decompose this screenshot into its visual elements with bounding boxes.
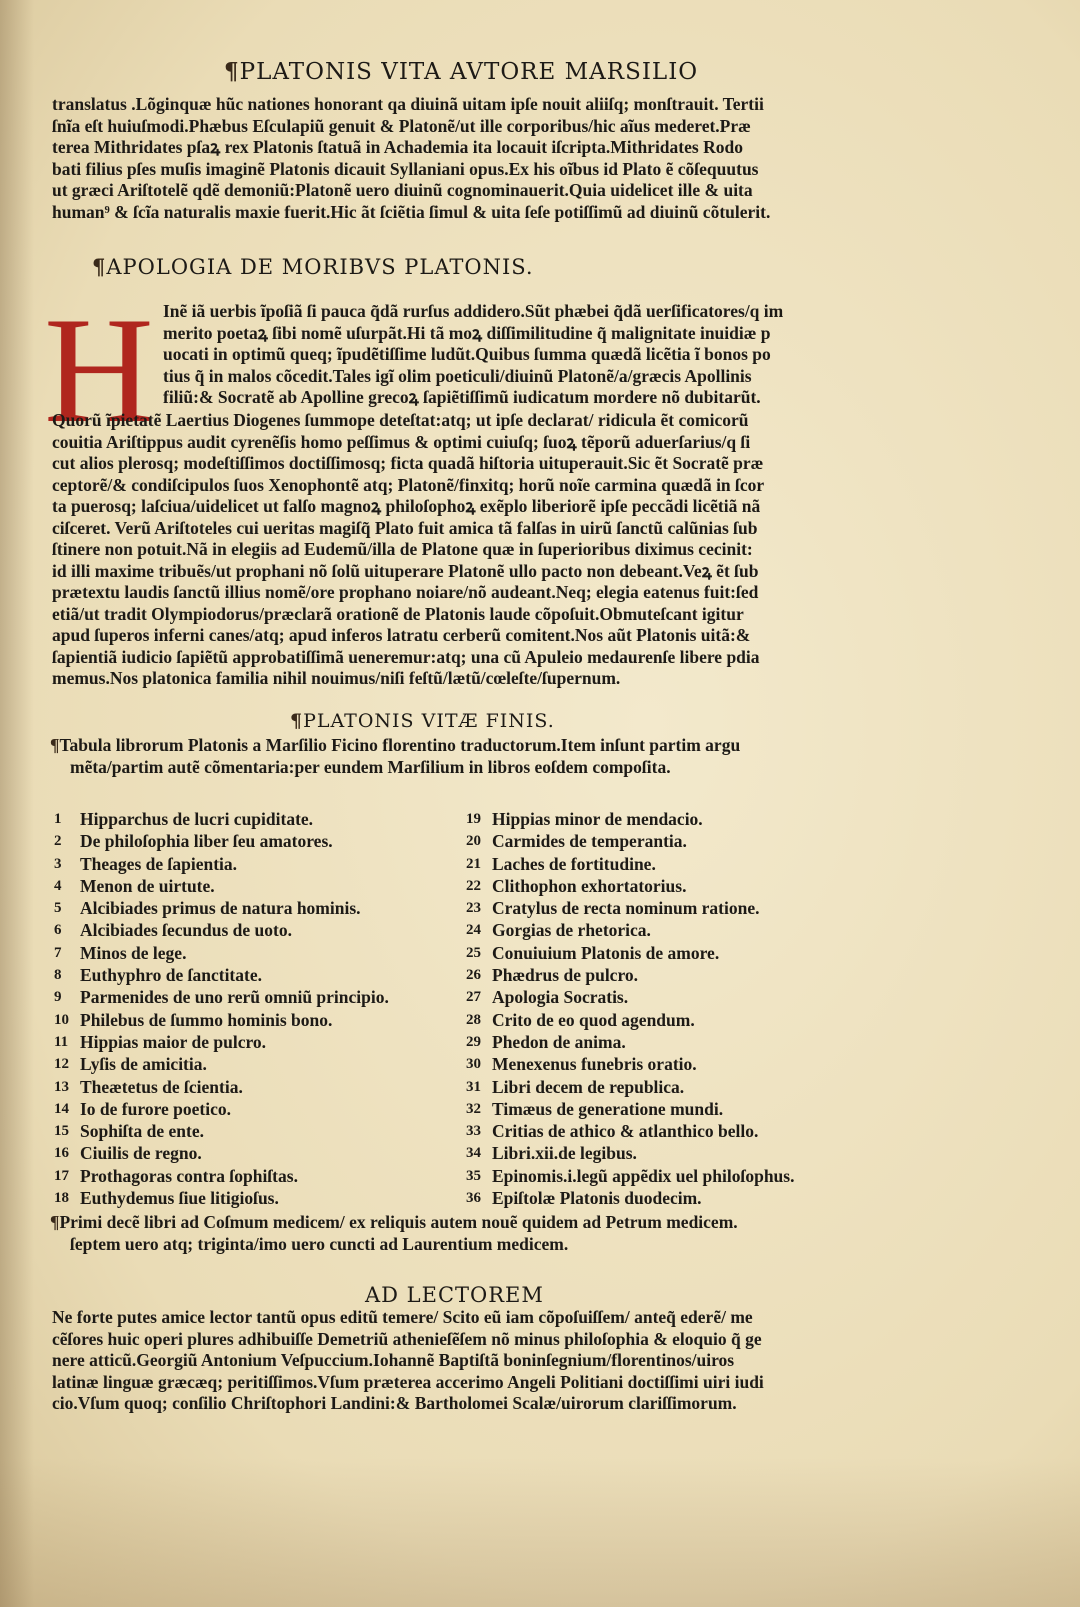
red-initial-letter: H bbox=[44, 286, 154, 454]
item-number: 1 bbox=[54, 811, 62, 827]
item-title: Phedon de anima. bbox=[492, 1031, 626, 1052]
item-number: 26 bbox=[466, 967, 481, 984]
item-number: 23 bbox=[466, 900, 481, 917]
text-line: cio.Vſum quoq; conſilio Chriſtophori Landini:& Bartholomei Scalæ/uirorum clariſſimorum. bbox=[52, 1393, 737, 1413]
item-title: Euthydemus ſiue litigioſus. bbox=[80, 1188, 279, 1209]
item-number: 4 bbox=[54, 877, 62, 894]
list-item bbox=[466, 986, 794, 1008]
apologia-body bbox=[52, 410, 882, 690]
apologia-heading bbox=[92, 254, 534, 279]
list-item bbox=[466, 1031, 794, 1053]
item-number: 30 bbox=[466, 1056, 481, 1073]
pilcrow-icon: ¶ bbox=[50, 1212, 60, 1232]
item-number: 13 bbox=[54, 1078, 69, 1095]
running-title bbox=[224, 58, 698, 85]
text-line: ſnĩa eſt huiuſmodi.Phæbus Eſculapiũ genuit & Platonẽ/ut ille corporibus/hic aĩus mederet.Præ bbox=[52, 115, 751, 136]
item-number: 14 bbox=[54, 1100, 69, 1117]
item-title: Hipparchus de lucri cupiditate. bbox=[80, 809, 314, 829]
item-title: Timæus de generatione mundi. bbox=[492, 1098, 724, 1119]
list-item bbox=[54, 1142, 389, 1164]
apologia-heading-text: APOLOGIA DE MORIBVS PLATONIS. bbox=[106, 255, 534, 279]
item-number: 27 bbox=[466, 989, 481, 1006]
item-number: 6 bbox=[54, 922, 62, 939]
text-line: Inẽ iã uerbis ĩpoſiã ſi pauca q̃dã rurſus addidero.Sũt phæbei q̃dã uerſificatores/q im bbox=[163, 301, 784, 321]
item-title: Critias de athico & atlanthico bello. bbox=[492, 1121, 759, 1142]
text-line: Quorũ ĩpietatẽ Laertius Diogenes ſummope deteſtat:atq; ut ipſe declarat/ ridicula ẽt comicorũ bbox=[52, 410, 749, 430]
item-title: Hippias minor de mendacio. bbox=[492, 809, 703, 829]
contents-column-2 bbox=[466, 808, 794, 1209]
list-item bbox=[54, 1053, 389, 1075]
text-line bbox=[50, 735, 880, 757]
list-item bbox=[466, 1076, 794, 1098]
text-line: Ne forte putes amice lector tantũ opus editũ temere/ Scito eũ iam cõpoſuiſſem/ anteq̃ ederẽ/ me bbox=[52, 1307, 753, 1327]
item-title: Menexenus funebris oratio. bbox=[492, 1054, 697, 1075]
list-item bbox=[54, 897, 389, 919]
text-line: latinæ linguæ græcæq; peritiſſimos.Vſum præterea accerimo Angeli Politiani doctiſſimi uiri iudi bbox=[52, 1371, 764, 1392]
text-line: merito poetaꝝ ſibi nomẽ uſurpãt.Hi tã moꝝ diſſimilitudine q̃ malignitate inuidiæ p bbox=[163, 322, 771, 343]
item-number: 12 bbox=[54, 1056, 69, 1073]
list-item bbox=[54, 808, 389, 830]
text-line: ſtinere non potuit.Nã in elegiis ad Eudemũ/illa de Platone quæ in ſuperioribus diximus cecinit: bbox=[52, 539, 753, 559]
item-number: 33 bbox=[466, 1123, 481, 1140]
item-title: Carmides de temperantia. bbox=[492, 831, 687, 852]
list-item bbox=[54, 875, 389, 897]
item-title: Cratylus de recta nominum ratione. bbox=[492, 898, 760, 919]
text-line: cẽſores huic operi plures adhibuiſſe Demetriũ athenieſẽſem nõ minus philoſophia & eloquio q̃ ge bbox=[52, 1328, 762, 1349]
vita-finis-text: PLATONIS VITÆ FINIS. bbox=[303, 710, 555, 732]
text-line: couitia Ariſtippus audit cyrenẽſis homo peſſimus & optimi cuiuſq; ſuoꝝ tẽporũ aduerſarius/q ſi bbox=[52, 431, 751, 452]
text-line: filiũ:& Socratẽ ab Apolline grecoꝝ ſapiẽtiſſimũ iudicatum mordere nõ dubitarũt. bbox=[163, 387, 761, 407]
pilcrow-icon: ¶ bbox=[50, 735, 60, 755]
item-number: 7 bbox=[54, 944, 62, 961]
item-title: Conuiuium Platonis de amore. bbox=[492, 942, 720, 963]
item-number: 21 bbox=[466, 855, 481, 872]
item-title: Alcibiades ſecundus de uoto. bbox=[80, 920, 292, 941]
list-item bbox=[466, 1009, 794, 1031]
item-number: 19 bbox=[466, 811, 481, 827]
item-title: Theætetus de ſcientia. bbox=[80, 1076, 243, 1097]
list-item bbox=[466, 897, 794, 919]
item-number: 10 bbox=[54, 1011, 69, 1028]
item-number: 15 bbox=[54, 1123, 69, 1140]
list-item bbox=[466, 964, 794, 986]
list-item bbox=[466, 853, 794, 875]
text-line: human⁹ & ſcĩa naturalis maxie fuerit.Hic ãt ſciẽtia ſimul & uita ſeſe potiſſimũ ad diuinũ cõtulerit. bbox=[52, 201, 771, 222]
item-title: Apologia Socratis. bbox=[492, 987, 629, 1008]
item-title: De philoſophia liber ſeu amatores. bbox=[80, 831, 333, 852]
item-title: Philebus de ſummo hominis bono. bbox=[80, 1009, 333, 1030]
item-title: Crito de eo quod agendum. bbox=[492, 1009, 695, 1030]
item-number: 8 bbox=[54, 967, 62, 984]
text-line-content: Tabula librorum Platonis a Marſilio Ficino florentino traductorum.Item inſunt partim argu bbox=[59, 735, 741, 755]
apologia-opening-lines bbox=[163, 301, 883, 409]
text-line: apud ſuperos inferni canes/atq; apud inferos latratu cerberũ comitent.Nos aũt Platonis uitã:& bbox=[52, 625, 751, 645]
list-item bbox=[54, 1165, 389, 1187]
list-item bbox=[54, 1076, 389, 1098]
item-number: 9 bbox=[54, 989, 62, 1006]
item-title: Minos de lege. bbox=[80, 942, 187, 963]
item-title: Phædrus de pulcro. bbox=[492, 965, 639, 986]
text-line: memus.Nos platonica familia nihil nouimus/niſi feſtũ/lætũ/cœleſte/ſupernum. bbox=[52, 668, 621, 688]
item-number: 36 bbox=[466, 1190, 481, 1207]
text-line: terea Mithridates pſaꝝ rex Platonis ſtatuã in Achademia ita locauit iſcripta.Mithridates Rodo bbox=[52, 137, 743, 157]
list-item bbox=[54, 1120, 389, 1142]
vita-ending-paragraph bbox=[52, 94, 882, 223]
item-number: 24 bbox=[466, 922, 481, 939]
text-line: ceptorẽ/& condiſcipulos ſuos Xenophontẽ atq; Platonẽ/finxitq; horũ noĩe carmina quædã in ſcor bbox=[52, 474, 765, 495]
item-number: 22 bbox=[466, 877, 481, 894]
list-item bbox=[466, 808, 794, 830]
text-line: etiã/ut tradit Olympiodorus/præclarã orationẽ de Platonis laude cõpoſuit.Obmuteſcant igitur bbox=[52, 603, 744, 624]
dedication-note bbox=[50, 1212, 880, 1255]
contents-column-1 bbox=[54, 808, 389, 1209]
text-line-content: Primi decẽ libri ad Coſmum medicem/ ex reliquis autem nouẽ quidem ad Petrum medicem. bbox=[59, 1212, 738, 1232]
text-line bbox=[50, 1234, 880, 1256]
item-number: 2 bbox=[54, 833, 62, 850]
list-item bbox=[466, 875, 794, 897]
list-item bbox=[466, 919, 794, 941]
item-title: Lyſis de amicitia. bbox=[80, 1054, 207, 1075]
item-number: 32 bbox=[466, 1100, 481, 1117]
item-number: 11 bbox=[54, 1033, 69, 1050]
running-title-text: PLATONIS VITA AVTORE MARSILIO bbox=[239, 59, 699, 85]
item-number: 17 bbox=[54, 1167, 69, 1184]
list-item bbox=[466, 1098, 794, 1120]
item-title: Euthyphro de ſanctitate. bbox=[80, 965, 262, 986]
item-number: 5 bbox=[54, 900, 62, 917]
list-item bbox=[54, 919, 389, 941]
item-number: 18 bbox=[54, 1190, 69, 1207]
list-item bbox=[54, 853, 389, 875]
text-line: uocati in optimũ queq; ĩpudẽtiſſime ludũt.Quibus ſumma quædã licẽtia ĩ bonos po bbox=[163, 344, 771, 364]
text-line: ſapientiã iudicio ſapiẽtũ approbatiſſimã ueneremur:atq; una cũ Apuleio medaurenſe libere pdia bbox=[52, 646, 760, 667]
list-item bbox=[54, 986, 389, 1008]
list-item bbox=[54, 1187, 389, 1209]
pilcrow-icon: ¶ bbox=[290, 710, 304, 732]
list-item bbox=[54, 1009, 389, 1031]
item-number: 20 bbox=[466, 833, 481, 850]
item-number: 31 bbox=[466, 1078, 481, 1095]
item-title: Libri.xii.de legibus. bbox=[492, 1143, 637, 1164]
item-title: Clithophon exhortatorius. bbox=[492, 875, 687, 896]
list-item bbox=[466, 1053, 794, 1075]
item-number: 16 bbox=[54, 1145, 69, 1162]
item-title: Parmenides de uno rerũ omniũ principio. bbox=[80, 987, 389, 1008]
text-line: prætextu laudis ſanctũ illius nomẽ/ore prophano noiare/nõ audeant.Neq; elegia eatenus fuit:ſed bbox=[52, 582, 759, 602]
ad-lectorem-heading: AD LECTOREM bbox=[365, 1283, 544, 1307]
text-line: cut alios plerosq; modeſtiſſimos doctiſſimosq; ficta quadã hiſtoria uituperauit.Sic ẽt Socratẽ præ bbox=[52, 453, 764, 473]
list-item bbox=[54, 942, 389, 964]
item-number: 25 bbox=[466, 944, 481, 961]
item-title: Sophiſta de ente. bbox=[80, 1121, 204, 1142]
list-item bbox=[54, 830, 389, 852]
text-line: translatus .Lõginquæ hũc nationes honorant qa diuinã uitam ipſe nouit aliiſq; monſtrauit. Tertii bbox=[52, 94, 764, 114]
item-number: 29 bbox=[466, 1033, 481, 1050]
text-line: id illi maxime tribuẽs/ut prophani nõ ſolũ uituperare Platonẽ ullo pacto non debeant.Veꝝ ẽt ſub bbox=[52, 560, 759, 581]
list-item bbox=[54, 964, 389, 986]
item-title: Libri decem de republica. bbox=[492, 1076, 685, 1097]
item-title: Theages de ſapientia. bbox=[80, 853, 238, 874]
list-item bbox=[466, 1120, 794, 1142]
text-line-content: ſeptem uero atq; triginta/imo uero cuncti ad Laurentium medicem. bbox=[70, 1233, 569, 1254]
list-item bbox=[54, 1031, 389, 1053]
list-item bbox=[466, 1187, 794, 1209]
item-title: Menon de uirtute. bbox=[80, 875, 215, 896]
text-line: ciſceret. Verũ Ariſtoteles cui ueritas magiſq̃ Plato fuit amica tã falſas in uirũ ſanctũ calũnias ſub bbox=[52, 517, 758, 538]
text-line: tius q̃ in malos cõcedit.Tales igĩ olim poeticuli/diuinũ Platonẽ/a/græcis Apollinis bbox=[163, 365, 752, 386]
text-line: nere atticũ.Georgiũ Antonium Veſpuccium.Iohannẽ Baptiſtã boninſegnium/florentinos/uiros bbox=[52, 1350, 735, 1370]
item-title: Gorgias de rhetorica. bbox=[492, 920, 651, 941]
list-item bbox=[466, 942, 794, 964]
item-title: Io de furore poetico. bbox=[80, 1098, 231, 1119]
item-title: Hippias maior de pulcro. bbox=[80, 1031, 267, 1052]
pilcrow-icon: ¶ bbox=[224, 58, 240, 85]
list-item bbox=[466, 1142, 794, 1164]
item-title: Epiſtolæ Platonis duodecim. bbox=[492, 1188, 702, 1209]
item-number: 3 bbox=[54, 855, 62, 872]
text-line bbox=[50, 1212, 880, 1234]
text-line-content: mẽta/partim autẽ cõmentaria:per eundem Marſilium in libros eoſdem compoſita. bbox=[70, 756, 671, 777]
item-title: Prothagoras contra ſophiſtas. bbox=[80, 1165, 298, 1186]
item-number: 34 bbox=[466, 1145, 481, 1162]
vita-finis-heading bbox=[290, 710, 555, 732]
ad-lectorem-paragraph bbox=[52, 1307, 882, 1415]
item-title: Ciuilis de regno. bbox=[80, 1143, 202, 1164]
text-line bbox=[50, 757, 880, 779]
pilcrow-icon: ¶ bbox=[92, 254, 107, 279]
tabula-intro bbox=[50, 735, 880, 778]
item-title: Alcibiades primus de natura hominis. bbox=[80, 898, 361, 919]
text-line: bati filius pſes muſis imaginẽ Platonis dicauit Syllaniani opus.Ex his oĩbus id Plato ẽ cõſequutus bbox=[52, 158, 759, 179]
text-line: ta puerosq; laſciua/uidelicet ut falſo magnoꝝ philoſophoꝝ exẽplo liberiorẽ ipſe peccãdi licẽtiã nã bbox=[52, 496, 761, 516]
item-title: Laches de fortitudine. bbox=[492, 853, 656, 874]
text-line: ut græci Ariſtotelẽ qdẽ demoniũ:Platonẽ uero diuinũ cognominauerit.Quia uidelicet ille & uita bbox=[52, 180, 753, 200]
list-item bbox=[54, 1098, 389, 1120]
list-item bbox=[466, 1165, 794, 1187]
item-title: Epinomis.i.legũ appẽdix uel philoſophus. bbox=[492, 1165, 795, 1186]
list-item bbox=[466, 830, 794, 852]
item-number: 35 bbox=[466, 1167, 481, 1184]
item-number: 28 bbox=[466, 1011, 481, 1028]
